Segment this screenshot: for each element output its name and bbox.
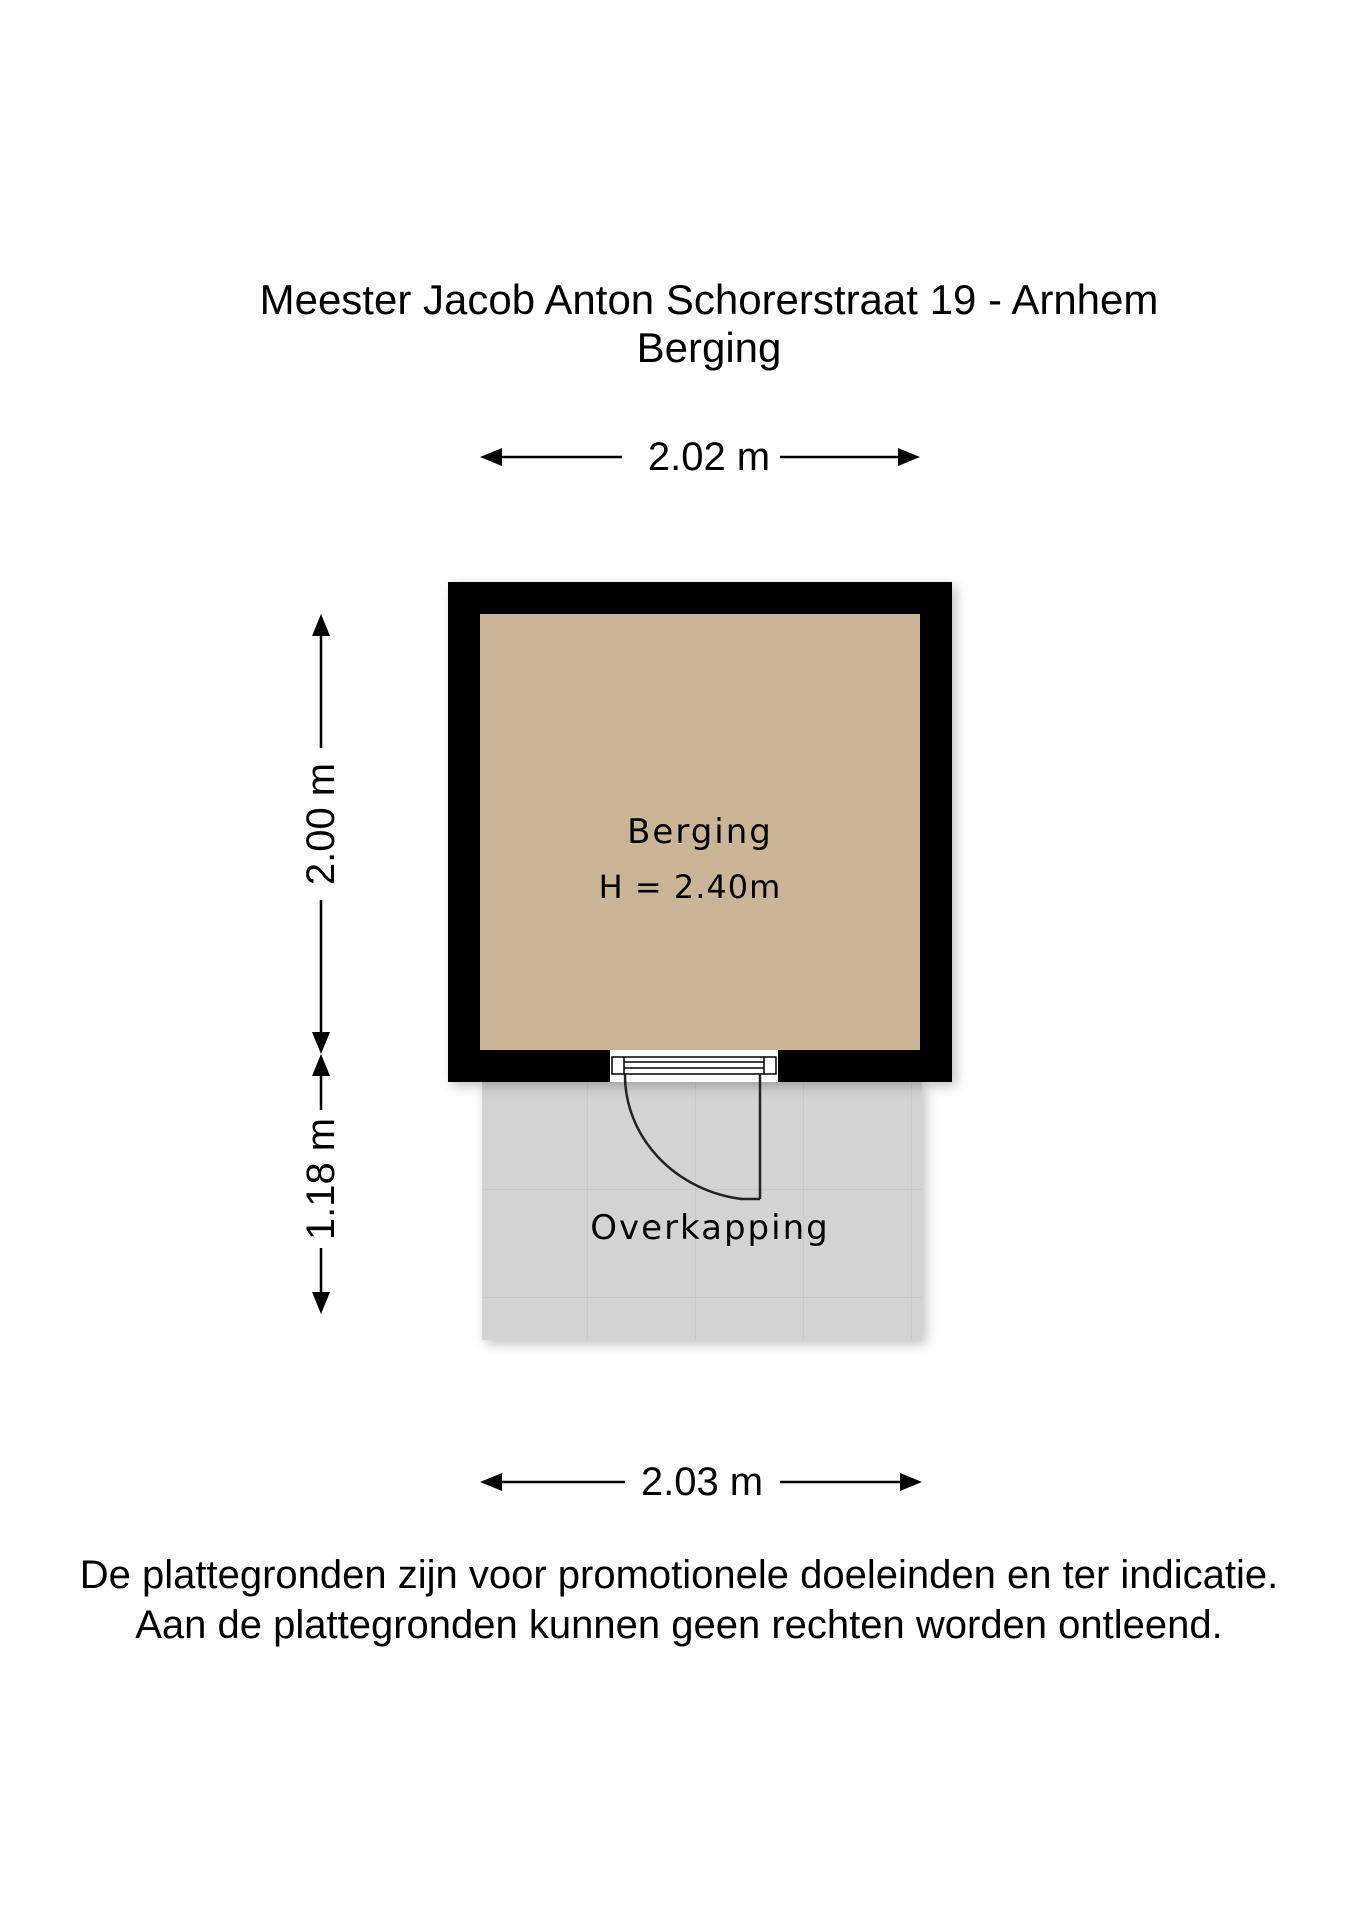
room-height-berging: H = 2.40m [598,868,782,906]
floor-title: Berging [636,324,782,371]
disclaimer-line-2: Aan de plattegronden kunnen geen rechten worden ontleend. [135,1603,1223,1647]
dimension-bottom-label: 2.03 m [631,1460,773,1504]
dimension-bottom-wrap [0,1459,1358,1505]
dimension-left-upper-label: 2.00 m [299,762,343,886]
dimension-left-lower-wrap [298,1079,344,1279]
dimension-top-label: 2.02 m [638,435,780,479]
address-title: Meester Jacob Anton Schorerstraat 19 - Arnhem [259,276,1159,323]
room-label-overkapping: Overkapping [590,1208,830,1248]
dimension-top-wrap [0,434,1358,480]
disclaimer-line-1: De plattegronden zijn voor promotionele doeleinden en ter indicatie. [79,1553,1279,1597]
dimension-left-upper-wrap [298,724,344,924]
dimension-left-lower-label: 1.18 m [299,1117,343,1241]
room-label-berging: Berging [627,812,773,852]
